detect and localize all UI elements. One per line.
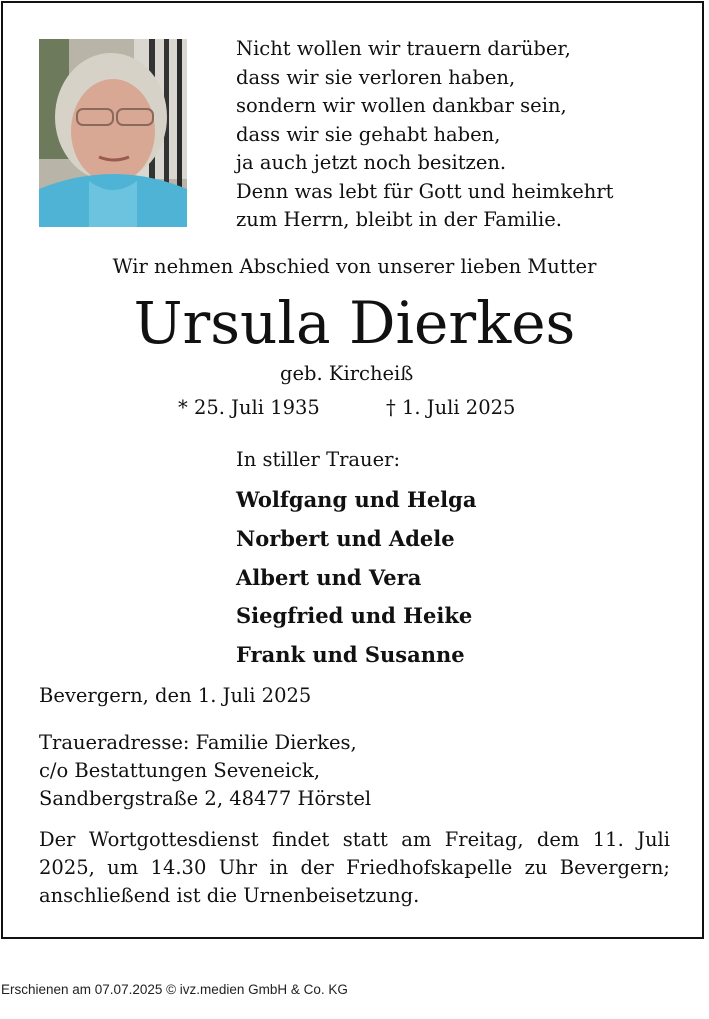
death-date: † 1. Juli 2025 [386,396,516,419]
poem-line: Denn was lebt für Gott und heimkehrt [236,179,614,203]
birth-date: * 25. Juli 1935 [178,396,320,419]
mourner: Albert und Vera [236,564,422,590]
portrait-photo [39,39,187,227]
mourner: Frank und Susanne [236,642,465,668]
poem [236,35,614,235]
poem-line: sondern wir wollen dankbar sein, [236,94,567,117]
maiden-name: geb. Kircheiß [280,362,414,385]
service-info: Der Wortgottesdienst findet statt am Freitag, dem 11. Juli 2025, um 14.30 Uhr in der Friedhofskapelle zu Bevergern; anschließend ist die Urnenbeisetzung. [39,828,670,907]
mourner: Norbert und Adele [236,525,455,551]
poem-line: dass wir sie gehabt haben, [236,122,501,146]
mourners-label: In stiller Trauer: [236,448,401,471]
mourner: Wolfgang und Helga [236,487,477,512]
intro-text: Wir nehmen Abschied von unserer lieben Mutter [112,255,597,278]
address-line: Sandbergstraße 2, 48477 Hörstel [39,787,372,810]
poem-line: Nicht wollen wir trauern darüber, [236,37,571,60]
address-line: Traueradresse: Familie Dierkes, [39,731,357,754]
poem-line: zum Herrn, bleibt in der Familie. [236,208,562,231]
mourners-list [236,481,476,675]
address-line: c/o Bestattungen Seveneick, [39,759,321,782]
mourner: Siegfried und Heike [236,603,473,629]
poem-line: dass wir sie verloren haben, [236,65,516,89]
publication-footer: Erschienen am 07.07.2025 © ivz.medien GmbH & Co. KG [1,982,348,997]
deceased-name: Ursula Dierkes [133,289,576,357]
place-date: Bevergern, den 1. Juli 2025 [39,684,312,707]
mourning-address [39,729,371,813]
poem-line: ja auch jetzt noch besitzen. [236,151,507,174]
